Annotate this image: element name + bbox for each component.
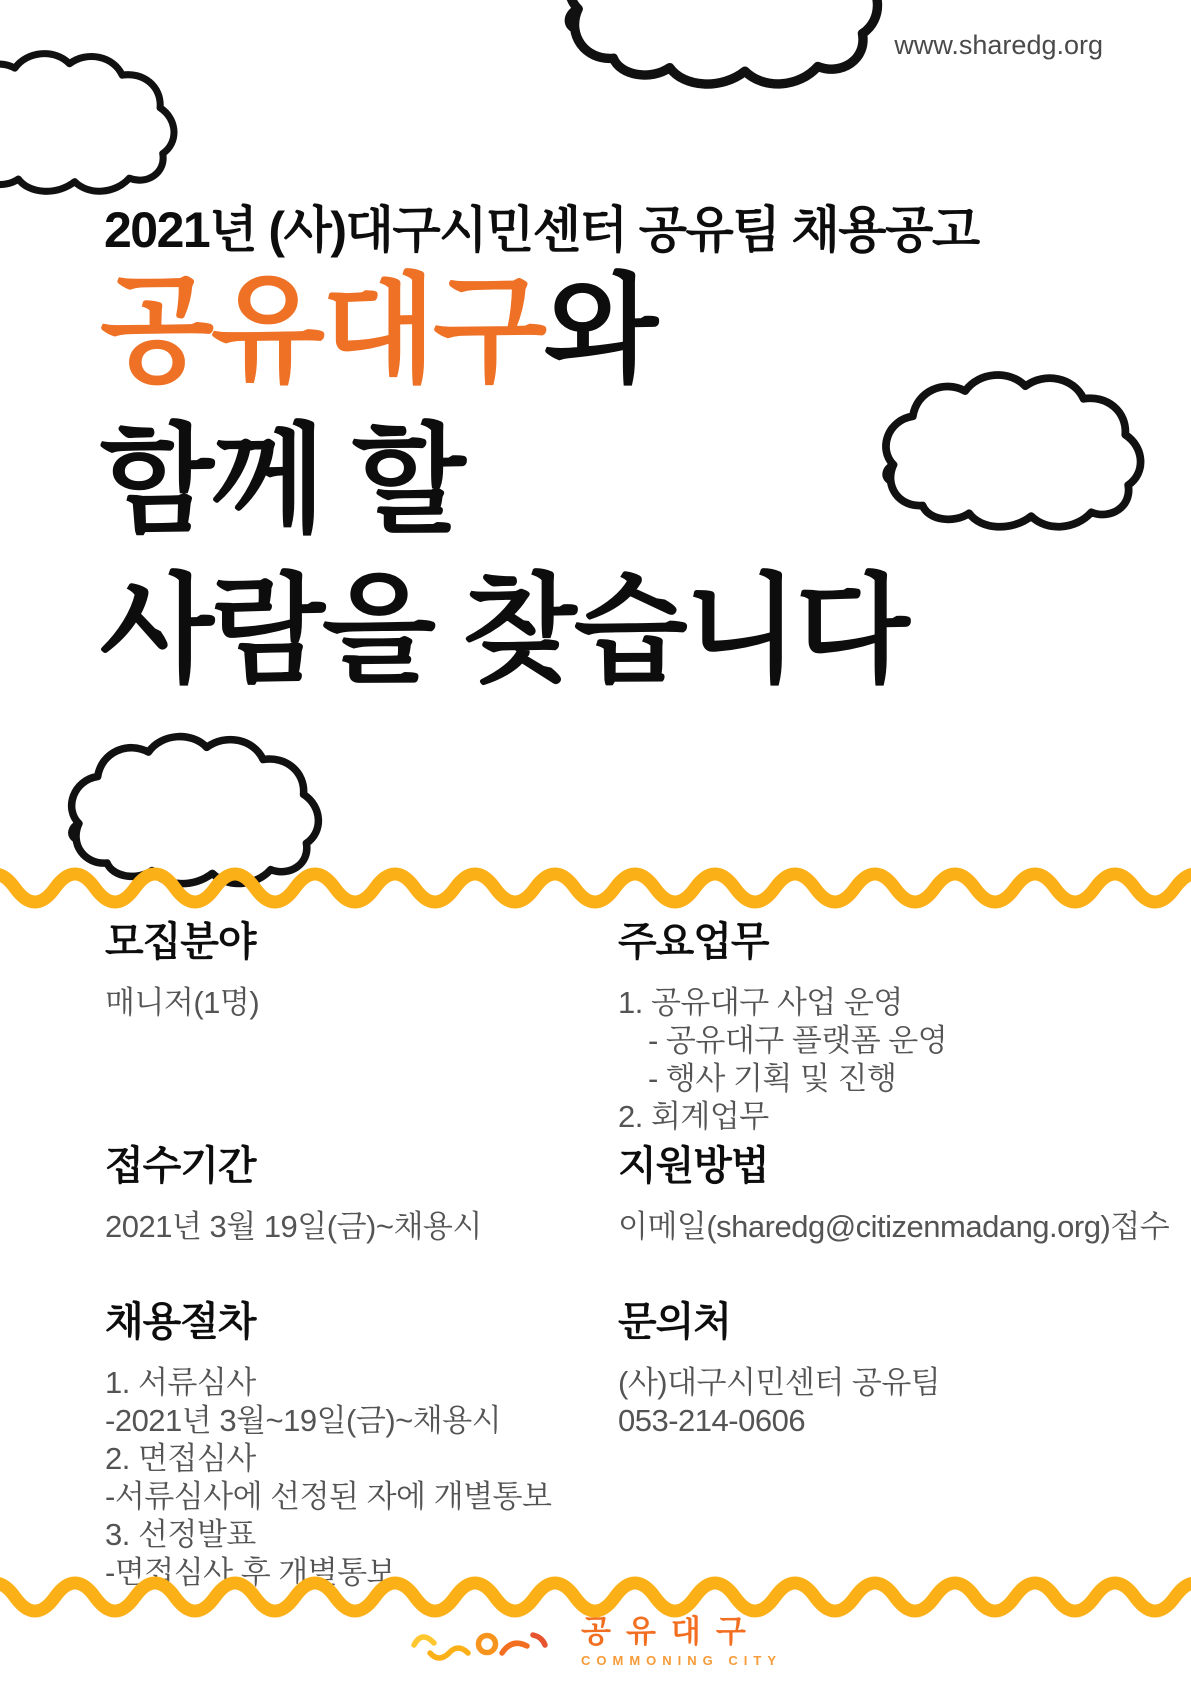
- section-line: 3. 선정발표: [105, 1517, 256, 1552]
- section-line: (사)대구시민센터 공유팀: [618, 1365, 941, 1400]
- section-recruit-field: [105, 922, 605, 1022]
- section-line: 2. 면접심사: [105, 1441, 256, 1476]
- cloud-icon: [552, 0, 952, 117]
- section-heading: 채용절차: [105, 1300, 256, 1344]
- section-line: -2021년 3월~19일(금)~채용시: [105, 1403, 502, 1438]
- section-line: -면접심사 후 개별통보: [105, 1555, 397, 1590]
- section-heading: 지원방법: [618, 1144, 769, 1188]
- section-heading: 주요업무: [618, 920, 769, 964]
- section-line: 1. 공유대구 사업 운영: [618, 985, 903, 1020]
- section-main-duties: [618, 922, 1118, 1136]
- section-hiring-process: [105, 1302, 605, 1592]
- section-line: - 행사 기획 및 진행: [648, 1061, 897, 1096]
- cloud-icon: [872, 360, 1191, 554]
- section-line: - 공유대구 플랫폼 운영: [648, 1023, 948, 1058]
- logo-text-block: [581, 1616, 782, 1668]
- title-line-2: 함께 할: [100, 415, 463, 547]
- wavy-divider-bottom: [0, 1575, 1191, 1621]
- title-highlight: 공유대구: [100, 265, 544, 397]
- commoning-city-logo-icon: [409, 1616, 559, 1668]
- site-url: www.sharedg.org: [894, 30, 1103, 60]
- section-line: 053-214-0606: [618, 1403, 806, 1438]
- section-heading: 문의처: [618, 1300, 731, 1344]
- section-line: -서류심사에 선정된 자에 개별통보: [105, 1479, 552, 1514]
- footer-logo: [0, 1616, 1191, 1668]
- section-line: 매니저(1명): [105, 985, 260, 1020]
- title-line-1: [100, 256, 907, 406]
- section-contact: [618, 1302, 1118, 1440]
- logo-subtext: COMMONING CITY: [581, 1653, 782, 1668]
- wavy-divider-top: [0, 866, 1191, 912]
- section-how-to-apply: [618, 1144, 1170, 1246]
- title-line-3: 사람을 찾습니다: [100, 565, 907, 697]
- logo-text: 공유대구: [581, 1614, 761, 1649]
- poster-title: [100, 256, 907, 706]
- section-line: 2021년 3월 19일(금)~채용시: [105, 1209, 482, 1244]
- section-line: 1. 서류심사: [105, 1365, 256, 1400]
- poster-subtitle: 2021년 (사)대구시민센터 공유팀 채용공고: [104, 202, 979, 258]
- title-after-highlight: 와: [543, 265, 655, 397]
- section-heading: 접수기간: [105, 1144, 256, 1188]
- section-heading: 모집분야: [105, 920, 256, 964]
- section-line: 이메일(sharedg@citizenmadang.org)접수: [618, 1209, 1170, 1244]
- section-line: 2. 회계업무: [618, 1099, 769, 1134]
- section-application-period: [105, 1146, 605, 1246]
